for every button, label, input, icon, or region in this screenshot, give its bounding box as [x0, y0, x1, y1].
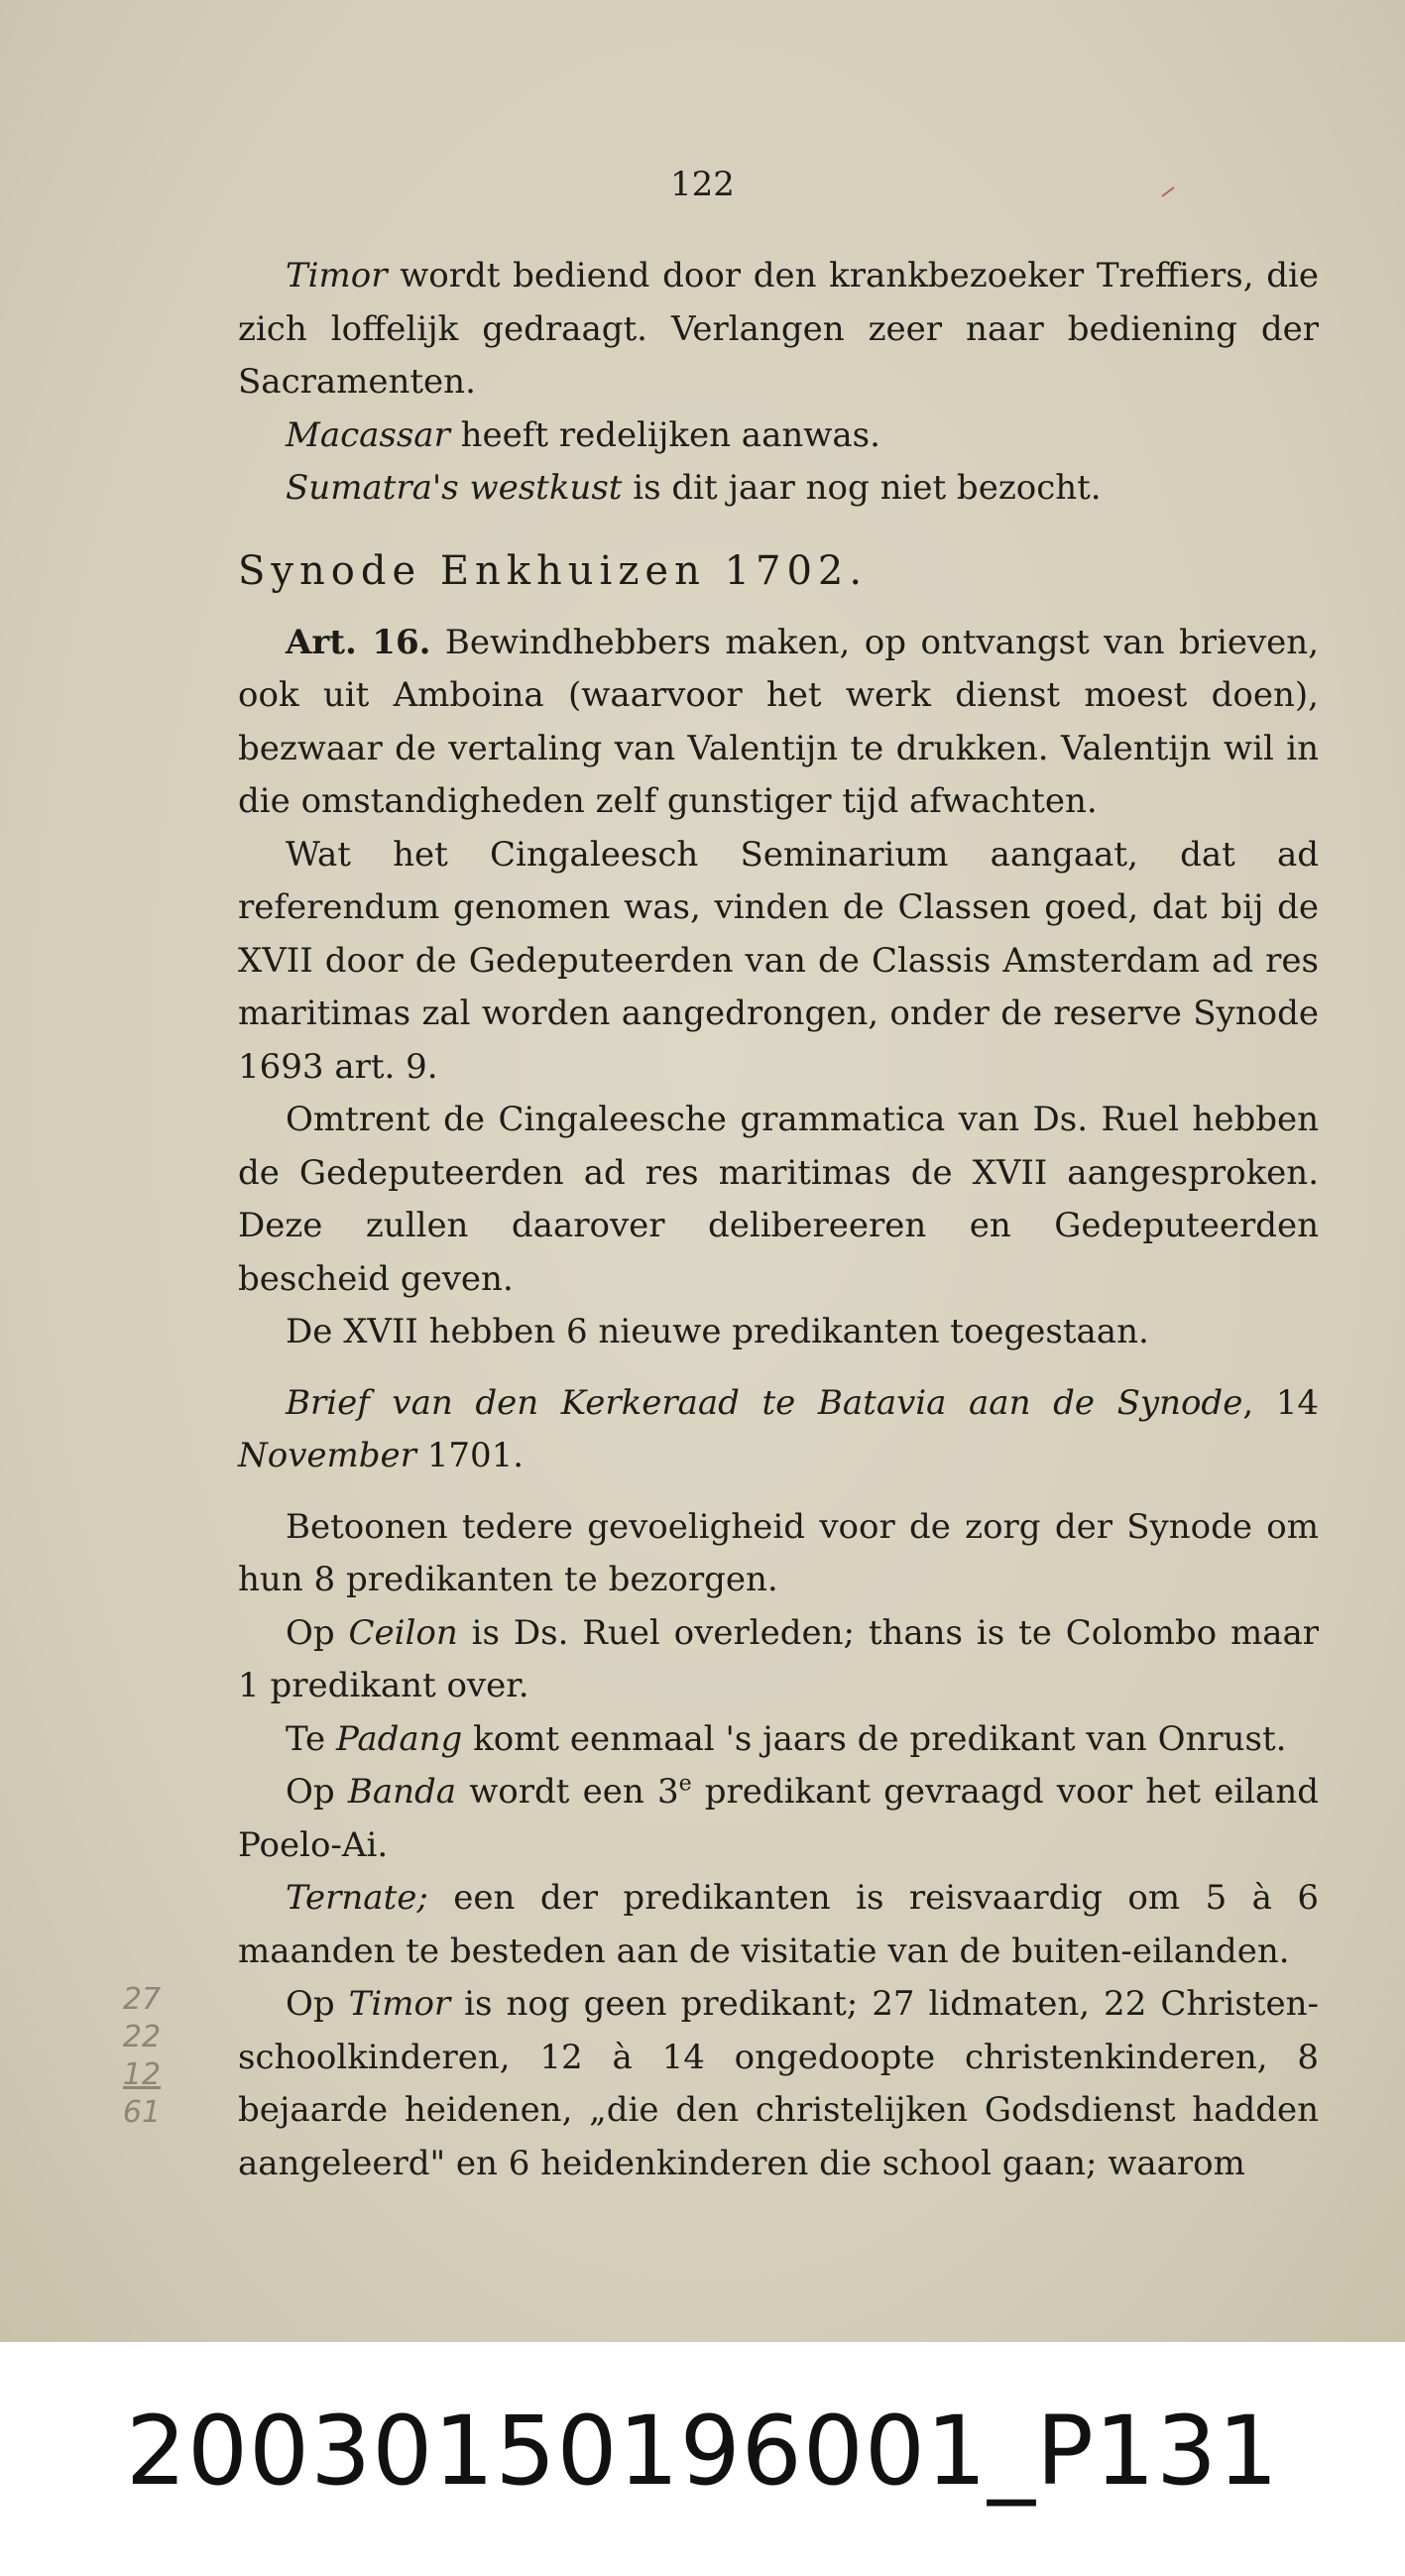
place-name: Macassar — [286, 414, 450, 455]
margin-note: 61 — [122, 2095, 162, 2130]
paragraph-padang: Te Padang komt eenmaal 's jaars de predikant van Onrust. — [286, 1718, 1287, 1759]
paragraph-ternate: Ternate; een der predikanten is reisvaardig om 5 à 6 maanden te besteden aan de visitatie van de buiten-eilanden. — [238, 1878, 1319, 1971]
paragraph-text: is dit jaar nog niet bezocht. — [622, 468, 1102, 508]
margin-note: 27 — [122, 1982, 162, 2017]
paragraph-macassar — [238, 410, 1319, 463]
article-label: Art. 16. — [286, 622, 431, 662]
pencil-tick-mark — [1160, 184, 1176, 198]
place-name: Timor — [286, 256, 388, 295]
paragraph-text: heeft redelijken aanwas. — [449, 414, 880, 455]
pencil-margin-notes — [77, 1981, 206, 2132]
paragraph-timor-2: Op Timor is nog geen predikant; 27 lidmaten, 22 Christen-schoolkinderen, 12 à 14 ongedoopte christenkinderen, 8 bejaarde heidenen, „die den christelijken Godsdienst hadden aangeleerd" en 6 heidenkinderen die school gaan; waarom — [238, 1984, 1319, 2183]
paragraph-brief: Brief van den Kerkeraad te Batavia aan de Synode, 14 November 1701. — [238, 1382, 1319, 1475]
margin-note: 12 — [122, 2057, 162, 2092]
page-number: 122 — [670, 165, 735, 204]
margin-note: 22 — [122, 2020, 162, 2054]
paragraph-timor — [238, 250, 1319, 410]
paragraph-ceilon: Op Ceilon is Ds. Ruel overleden; thans is te Colombo maar 1 predikant over. — [238, 1612, 1319, 1705]
place-name: Banda — [347, 1772, 457, 1812]
place-name: Ceilon — [348, 1612, 458, 1653]
paragraph-betoonen: Betoonen tedere gevoeligheid voor de zorg der Synode om hun 8 predikanten te bezorgen. — [238, 1506, 1319, 1599]
place-name: Sumatra's westkust — [286, 468, 623, 508]
paragraph-art-16 — [238, 617, 1319, 829]
letter-title: Brief van den Kerkeraad te Batavia aan de Synode — [286, 1382, 1243, 1423]
place-name: Ternate; — [286, 1878, 428, 1918]
paragraph-banda: Op Banda wordt een 3e predikant gevraagd voor het eiland Poelo-Ai. — [238, 1771, 1319, 1865]
paragraph-sumatra — [238, 462, 1319, 516]
place-name: Timor — [348, 1984, 451, 2024]
section-heading: Synode Enkhuizen 1702. — [238, 547, 869, 594]
paragraph-predikanten: De XVII hebben 6 nieuwe predikanten toegestaan. — [286, 1312, 1149, 1351]
paragraph-grammatica: Omtrent de Cingaleesche grammatica van Ds. Ruel hebben de Gedeputeerden ad res maritimas de XVII aangesproken. Deze zullen daarover delibereeren en Gedeputeerden bescheid geven. — [238, 1100, 1319, 1299]
paragraph-seminarium: Wat het Cingaleesch Seminarium aangaat, dat ad referendum genomen was, vinden de Classen goed, dat bij de XVII door de Gedeputeerden van de Classis Amsterdam ad res maritimas zal worden aangedrongen, onder de reserve Synode 1693 art. 9. — [238, 834, 1319, 1087]
body-text — [238, 250, 1319, 2190]
paragraph-text: wordt bediend door den krankbezoeker Treffiers, die zich loffelijk gedraagt. Verlangen zeer naar bediening der Sacramenten. — [238, 256, 1319, 402]
scan-identifier: 20030150196001_P131 — [125, 2396, 1280, 2507]
place-name: Padang — [335, 1718, 463, 1759]
paragraph-text: Bewindhebbers maken, op ontvangst van brieven, ook uit Amboina (waarvoor het werk dienst moest doen), bezwaar de vertaling van Valentijn te drukken. Valentijn wil in die omstandigheden zelf gunstiger tijd afwachten. — [238, 622, 1320, 821]
